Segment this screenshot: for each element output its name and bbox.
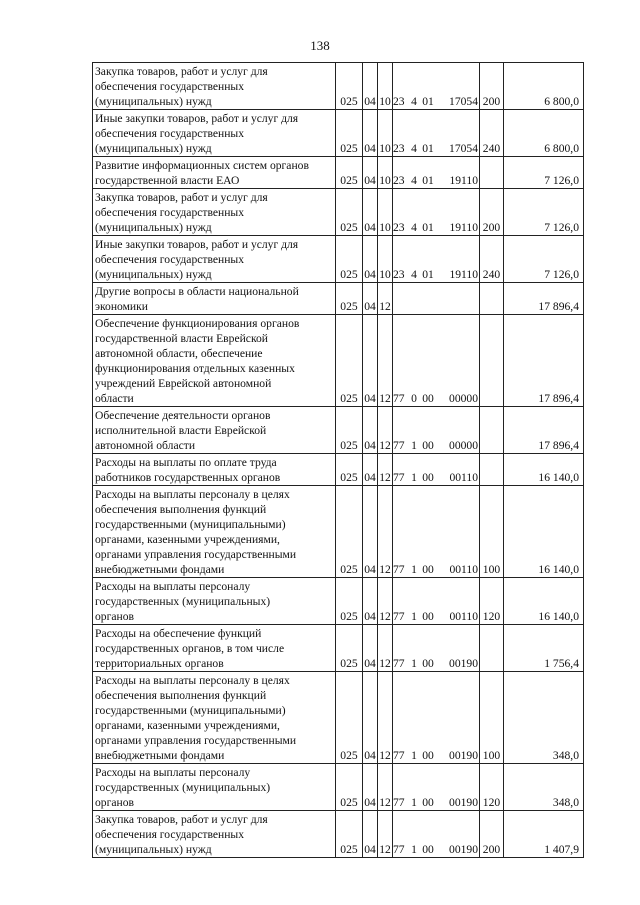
- target-article-part: 77: [393, 749, 405, 762]
- amount-cell: 17 896,4: [504, 283, 584, 315]
- target-article-part: 1: [411, 439, 417, 452]
- amount-cell: 16 140,0: [504, 486, 584, 578]
- admin-code-cell: 025: [336, 454, 363, 486]
- expense-name-line: органов: [95, 610, 134, 623]
- subsection-code-cell: 10: [378, 110, 393, 157]
- expense-name-line: государственной власти Еврейской: [95, 332, 268, 345]
- target-article-part: 0: [411, 392, 417, 405]
- expense-type-cell: [480, 454, 504, 486]
- table-row: [93, 407, 584, 454]
- target-article-part: 00: [422, 749, 434, 762]
- expense-name-line: исполнительной власти Еврейской: [95, 424, 267, 437]
- section-code-cell: 04: [363, 625, 378, 672]
- admin-code-cell: 025: [336, 157, 363, 189]
- expense-name-cell: [93, 315, 336, 407]
- expense-name-line: государственными (муниципальными): [95, 518, 286, 531]
- target-article-part: 19110: [449, 268, 478, 281]
- target-article-part: 01: [422, 95, 434, 108]
- expense-name-line: внебюджетными фондами: [95, 749, 225, 762]
- expense-name-cell: [93, 283, 336, 315]
- expense-name-line: Расходы на выплаты персоналу в целях: [95, 488, 290, 501]
- section-code-cell: 04: [363, 157, 378, 189]
- expense-type-cell: 200: [480, 811, 504, 858]
- budget-table: [92, 62, 584, 858]
- target-article-cell: [393, 236, 480, 283]
- table-row: [93, 578, 584, 625]
- target-article-cell: [393, 764, 480, 811]
- expense-name-line: обеспечения государственных: [95, 253, 245, 266]
- section-code-cell: 04: [363, 486, 378, 578]
- expense-name-cell: [93, 764, 336, 811]
- subsection-code-cell: 10: [378, 63, 393, 110]
- subsection-code-cell: 12: [378, 407, 393, 454]
- expense-name-line: органами управления государственными: [95, 734, 297, 747]
- expense-name-line: экономики: [95, 300, 148, 313]
- section-code-cell: 04: [363, 578, 378, 625]
- section-code-cell: 04: [363, 110, 378, 157]
- target-article-part: 00: [422, 471, 434, 484]
- subsection-code-cell: 12: [378, 283, 393, 315]
- target-article-part: 4: [411, 142, 417, 155]
- section-code-cell: 04: [363, 63, 378, 110]
- expense-name-cell: [93, 625, 336, 672]
- expense-type-cell: 120: [480, 578, 504, 625]
- table-row: [93, 811, 584, 858]
- expense-name-line: обеспечения государственных: [95, 80, 245, 93]
- target-article-part: 19110: [449, 174, 478, 187]
- subsection-code-cell: 12: [378, 672, 393, 764]
- expense-name-cell: [93, 110, 336, 157]
- expense-name-line: Расходы на выплаты по оплате труда: [95, 456, 277, 469]
- admin-code-cell: 025: [336, 63, 363, 110]
- admin-code-cell: 025: [336, 672, 363, 764]
- expense-name-cell: [93, 454, 336, 486]
- table-body: [93, 63, 584, 858]
- expense-name-line: обеспечения выполнения функций: [95, 503, 267, 516]
- target-article-cell: [393, 407, 480, 454]
- table-row: [93, 283, 584, 315]
- section-code-cell: 04: [363, 283, 378, 315]
- expense-name-line: обеспечения выполнения функций: [95, 689, 267, 702]
- expense-name-line: обеспечения государственных: [95, 206, 245, 219]
- expense-name-line: Расходы на выплаты персоналу: [95, 766, 251, 779]
- expense-name-line: (муниципальных) нужд: [95, 221, 212, 234]
- subsection-code-cell: 12: [378, 578, 393, 625]
- admin-code-cell: 025: [336, 283, 363, 315]
- target-article-part: 01: [422, 221, 434, 234]
- table-row: [93, 63, 584, 110]
- expense-name-line: государственных (муниципальных): [95, 781, 271, 794]
- target-article-part: 19110: [449, 221, 478, 234]
- expense-name-line: Закупка товаров, работ и услуг для: [95, 65, 268, 78]
- table-row: [93, 236, 584, 283]
- amount-cell: 7 126,0: [504, 189, 584, 236]
- expense-name-line: государственных (муниципальных): [95, 595, 271, 608]
- target-article-cell: [393, 315, 480, 407]
- target-article-part: 00110: [449, 610, 478, 623]
- target-article-part: 4: [411, 221, 417, 234]
- section-code-cell: 04: [363, 764, 378, 811]
- expense-name-line: (муниципальных) нужд: [95, 142, 212, 155]
- expense-name-line: (муниципальных) нужд: [95, 843, 212, 856]
- expense-name-line: области: [95, 392, 134, 405]
- amount-cell: 348,0: [504, 764, 584, 811]
- target-article-part: 1: [411, 796, 417, 809]
- expense-type-cell: 100: [480, 486, 504, 578]
- target-article-cell: [393, 110, 480, 157]
- expense-name-line: государственными (муниципальными): [95, 704, 286, 717]
- expense-type-cell: [480, 625, 504, 672]
- subsection-code-cell: 10: [378, 157, 393, 189]
- expense-name-line: (муниципальных) нужд: [95, 268, 212, 281]
- target-article-part: 4: [411, 268, 417, 281]
- target-article-part: 01: [422, 142, 434, 155]
- expense-name-line: Закупка товаров, работ и услуг для: [95, 813, 268, 826]
- target-article-part: 00190: [449, 796, 478, 809]
- target-article-part: 77: [393, 796, 405, 809]
- expense-name-line: Другие вопросы в области национальной: [95, 285, 299, 298]
- admin-code-cell: 025: [336, 110, 363, 157]
- table-row: [93, 157, 584, 189]
- target-article-part: 1: [411, 843, 417, 856]
- target-article-part: 77: [393, 610, 405, 623]
- target-article-part: 1: [411, 749, 417, 762]
- subsection-code-cell: 12: [378, 315, 393, 407]
- target-article-part: 77: [393, 563, 405, 576]
- target-article-part: 77: [393, 657, 405, 670]
- expense-name-line: Развитие информационных систем органов: [95, 159, 309, 172]
- expense-type-cell: 200: [480, 189, 504, 236]
- target-article-part: 00000: [449, 439, 478, 452]
- target-article-part: 00190: [449, 657, 478, 670]
- amount-cell: 1 407,9: [504, 811, 584, 858]
- expense-type-cell: [480, 315, 504, 407]
- target-article-cell: [393, 811, 480, 858]
- expense-type-cell: [480, 283, 504, 315]
- amount-cell: 17 896,4: [504, 407, 584, 454]
- target-article-part: 1: [411, 610, 417, 623]
- section-code-cell: 04: [363, 407, 378, 454]
- section-code-cell: 04: [363, 672, 378, 764]
- expense-name-line: обеспечения государственных: [95, 828, 245, 841]
- table-row: [93, 672, 584, 764]
- target-article-part: 23: [393, 221, 405, 234]
- section-code-cell: 04: [363, 454, 378, 486]
- target-article-part: 23: [393, 174, 405, 187]
- target-article-part: 23: [393, 268, 405, 281]
- table-row: [93, 110, 584, 157]
- expense-name-line: внебюджетными фондами: [95, 563, 225, 576]
- expense-name-line: функционирования отдельных казенных: [95, 362, 295, 375]
- target-article-part: 01: [422, 268, 434, 281]
- table-row: [93, 764, 584, 811]
- expense-name-cell: [93, 407, 336, 454]
- expense-name-line: органами, казенными учреждениями,: [95, 719, 280, 732]
- admin-code-cell: 025: [336, 625, 363, 672]
- subsection-code-cell: 12: [378, 625, 393, 672]
- target-article-part: 1: [411, 563, 417, 576]
- target-article-part: 17054: [449, 142, 478, 155]
- expense-name-line: Обеспечение деятельности органов: [95, 409, 271, 422]
- page-number: 138: [310, 38, 330, 53]
- target-article-cell: [393, 486, 480, 578]
- expense-name-cell: [93, 486, 336, 578]
- section-code-cell: 04: [363, 236, 378, 283]
- target-article-cell: [393, 157, 480, 189]
- target-article-part: 00000: [449, 392, 478, 405]
- amount-cell: 1 756,4: [504, 625, 584, 672]
- expense-name-line: учреждений Еврейской автономной: [95, 377, 272, 390]
- admin-code-cell: 025: [336, 315, 363, 407]
- expense-name-cell: [93, 157, 336, 189]
- expense-name-line: Иные закупки товаров, работ и услуг для: [95, 238, 299, 251]
- expense-name-cell: [93, 189, 336, 236]
- expense-name-line: обеспечения государственных: [95, 127, 245, 140]
- admin-code-cell: 025: [336, 236, 363, 283]
- target-article-cell: [393, 672, 480, 764]
- expense-name-line: Закупка товаров, работ и услуг для: [95, 191, 268, 204]
- amount-cell: 7 126,0: [504, 236, 584, 283]
- amount-cell: 17 896,4: [504, 315, 584, 407]
- target-article-part: 77: [393, 843, 405, 856]
- target-article-cell: [393, 454, 480, 486]
- table-row: [93, 454, 584, 486]
- expense-name-line: (муниципальных) нужд: [95, 95, 212, 108]
- expense-name-line: автономной области, обеспечение: [95, 347, 263, 360]
- amount-cell: 6 800,0: [504, 110, 584, 157]
- expense-name-line: Обеспечение функционирования органов: [95, 317, 300, 330]
- table-row: [93, 486, 584, 578]
- target-article-part: 00190: [449, 749, 478, 762]
- expense-type-cell: [480, 407, 504, 454]
- target-article-cell: [393, 283, 480, 315]
- target-article-part: 77: [393, 439, 405, 452]
- subsection-code-cell: 12: [378, 764, 393, 811]
- target-article-part: 00: [422, 843, 434, 856]
- target-article-part: 00: [422, 657, 434, 670]
- table-row: [93, 625, 584, 672]
- table-row: [93, 315, 584, 407]
- admin-code-cell: 025: [336, 764, 363, 811]
- expense-name-line: государственной власти ЕАО: [95, 174, 240, 187]
- expense-name-line: автономной области: [95, 439, 196, 452]
- target-article-part: 00190: [449, 843, 478, 856]
- expense-name-line: органов: [95, 796, 134, 809]
- expense-type-cell: 120: [480, 764, 504, 811]
- amount-cell: 348,0: [504, 672, 584, 764]
- expense-name-line: территориальных органов: [95, 657, 224, 670]
- expense-name-line: Расходы на обеспечение функций: [95, 627, 262, 640]
- target-article-part: 17054: [449, 95, 478, 108]
- admin-code-cell: 025: [336, 407, 363, 454]
- expense-type-cell: 240: [480, 110, 504, 157]
- target-article-part: 01: [422, 174, 434, 187]
- admin-code-cell: 025: [336, 811, 363, 858]
- target-article-cell: [393, 63, 480, 110]
- target-article-part: 4: [411, 174, 417, 187]
- expense-name-cell: [93, 811, 336, 858]
- target-article-part: 1: [411, 657, 417, 670]
- target-article-part: 00110: [449, 563, 478, 576]
- expense-name-cell: [93, 236, 336, 283]
- target-article-part: 4: [411, 95, 417, 108]
- subsection-code-cell: 10: [378, 236, 393, 283]
- target-article-part: 00: [422, 796, 434, 809]
- expense-name-cell: [93, 63, 336, 110]
- expense-type-cell: 240: [480, 236, 504, 283]
- table-row: [93, 189, 584, 236]
- section-code-cell: 04: [363, 189, 378, 236]
- amount-cell: 6 800,0: [504, 63, 584, 110]
- target-article-part: 77: [393, 471, 405, 484]
- subsection-code-cell: 12: [378, 454, 393, 486]
- amount-cell: 7 126,0: [504, 157, 584, 189]
- admin-code-cell: 025: [336, 189, 363, 236]
- expense-name-cell: [93, 578, 336, 625]
- admin-code-cell: 025: [336, 486, 363, 578]
- target-article-part: 00: [422, 610, 434, 623]
- subsection-code-cell: 10: [378, 189, 393, 236]
- target-article-part: 00: [422, 439, 434, 452]
- admin-code-cell: 025: [336, 578, 363, 625]
- amount-cell: 16 140,0: [504, 578, 584, 625]
- expense-name-line: органами, казенными учреждениями,: [95, 533, 280, 546]
- expense-name-line: Расходы на выплаты персоналу в целях: [95, 674, 290, 687]
- subsection-code-cell: 12: [378, 811, 393, 858]
- section-code-cell: 04: [363, 811, 378, 858]
- target-article-part: 23: [393, 95, 405, 108]
- target-article-part: 00: [422, 392, 434, 405]
- expense-name-line: Иные закупки товаров, работ и услуг для: [95, 112, 299, 125]
- expense-type-cell: 200: [480, 63, 504, 110]
- subsection-code-cell: 12: [378, 486, 393, 578]
- target-article-cell: [393, 189, 480, 236]
- target-article-part: 00110: [449, 471, 478, 484]
- section-code-cell: 04: [363, 315, 378, 407]
- target-article-cell: [393, 578, 480, 625]
- target-article-cell: [393, 625, 480, 672]
- target-article-part: 77: [393, 392, 405, 405]
- expense-type-cell: [480, 157, 504, 189]
- target-article-part: 1: [411, 471, 417, 484]
- expense-name-line: Расходы на выплаты персоналу: [95, 580, 251, 593]
- expense-name-line: работников государственных органов: [95, 471, 281, 484]
- expense-type-cell: 100: [480, 672, 504, 764]
- target-article-part: 00: [422, 563, 434, 576]
- amount-cell: 16 140,0: [504, 454, 584, 486]
- target-article-part: 23: [393, 142, 405, 155]
- expense-name-cell: [93, 672, 336, 764]
- expense-name-line: органами управления государственными: [95, 548, 297, 561]
- expense-name-line: государственных органов, в том числе: [95, 642, 285, 655]
